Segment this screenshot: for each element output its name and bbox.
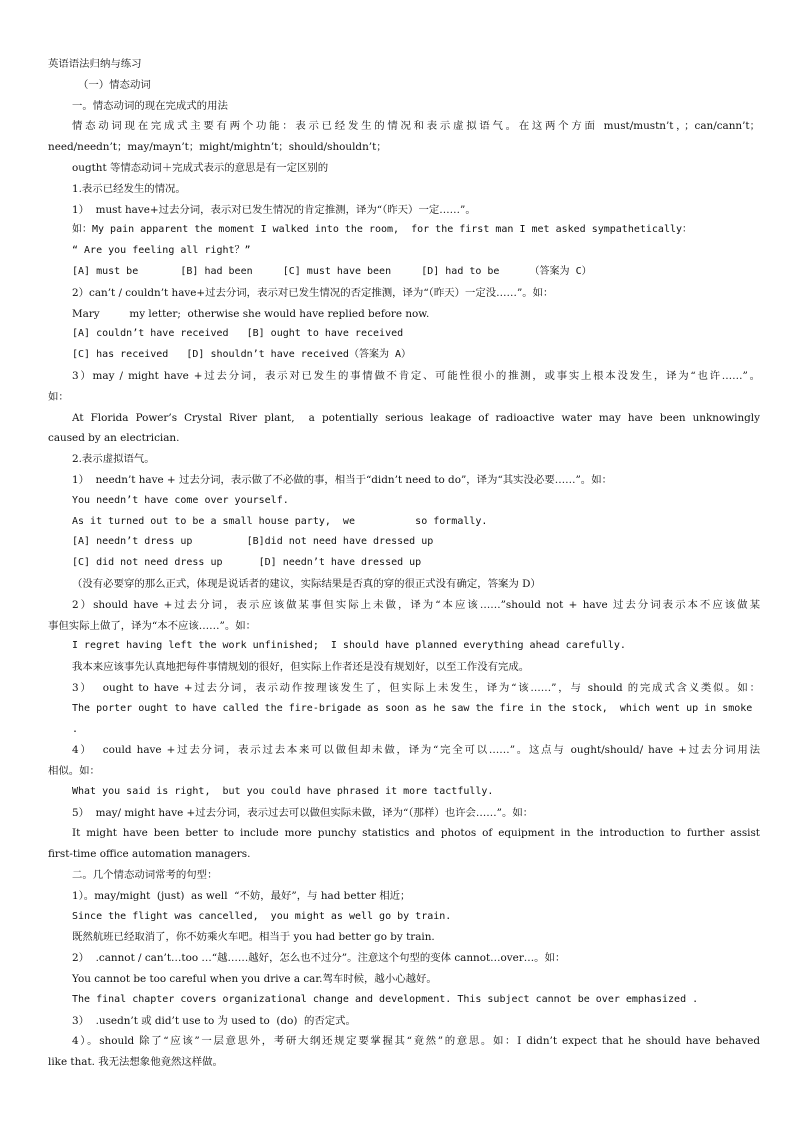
rule-item: 3）may / might have +过去分词，表示对已发生的事情做不肯定、可能性很小的推测，或事实上根本没发生，译为“也许……”。 xyxy=(72,369,760,382)
pattern-item: 3） .usedn’t 或 did’t use to 为 used to (do) 的否定式。 xyxy=(72,1014,356,1027)
rule-item: 4） could have +过去分词，表示过去本来可以做但却未做，译为“完全可以……”。这点与 ought/should/ have +过去分词用法 xyxy=(72,744,760,757)
example-line: 如：My pain apparent the moment I walked into the room, for the first man I met asked sympathetically： xyxy=(72,224,693,236)
part2-heading: 二。几个情态动词常考的句型： xyxy=(72,869,218,882)
example-line: At Florida Power’s Crystal River plant, a potentially serious leakage of radioactive water may have been unknowingly xyxy=(72,411,760,424)
pattern-item: 4）。should 除了“应该”一层意思外，考研大纲还规定要掌握其“竟然”的意思。如：I didn’t expect that he should have behaved xyxy=(72,1035,760,1048)
paragraph-line: 如： xyxy=(48,390,69,403)
pattern-item: 2） .cannot / can’t…too …“越……越好，怎么也不过分”。注意这个句型的变体 cannot…over…。如： xyxy=(72,952,566,965)
paragraph-line: like that. 我无法想象他竟然这样做。 xyxy=(48,1056,223,1069)
note-line: （没有必要穿的那么正式，体现是说话者的建议，实际结果是否真的穿的很正式没有确定，答案为 D） xyxy=(72,577,541,590)
paragraph-line: ougtht 等情态动词＋完成式表示的意思是有一定区别的 xyxy=(72,161,329,174)
options-line: [A] must be [B] had been [C] must have been [D] had to be （答案为 C） xyxy=(72,265,592,277)
example-line: What you said is right, but you could have phrased it more tactfully. xyxy=(72,785,494,797)
pattern-item: 1）。may/might (just) as well “不妨，最好”，与 had better 相近； xyxy=(72,889,411,902)
example-line: “ Are you feeling all right？” xyxy=(72,245,251,257)
rule-item: 1） needn’t have + 过去分词，表示做了不必做的事，相当于“didn’t need to do”，译为“其实没必要……”。如： xyxy=(72,473,612,486)
example-line: I regret having left the work unfinished; I should have planned everything ahead carefully. xyxy=(72,640,626,652)
translation-line: 我本来应该事先认真地把每件事情规划的很好，但实际上作者还是没有规划好，以至工作没有完成。 xyxy=(72,661,530,674)
example-line: caused by an electrician. xyxy=(48,432,180,445)
rule-item: 3） ought to have +过去分词，表示动作按理该发生了，但实际上未发生，译为“该……”，与 should 的完成式含义类似。如： xyxy=(72,681,760,694)
example-line: As it turned out to be a small house party, we so formally. xyxy=(72,515,488,527)
paragraph-line: 情态动词现在完成式主要有两个功能：表示已经发生的情况和表示虚拟语气。在这两个方面 must/mustn’t，；can/cann’t； xyxy=(72,120,760,133)
example-line: Since the flight was cancelled, you might as well go by train. xyxy=(72,910,452,922)
rule-item: 2）should have +过去分词，表示应该做某事但实际上未做，译为“本应该……”should not + have 过去分词表示本不应该做某 xyxy=(72,598,760,611)
options-line: [A] needn’t dress up [B]did not need have dressed up xyxy=(72,536,434,548)
part1-heading: 一。情态动词的现在完成式的用法 xyxy=(72,99,228,112)
example-line: You needn’t have come over yourself. xyxy=(72,494,289,506)
translation-line: 既然航班已经取消了，你不妨乘火车吧。相当于 you had better go by train. xyxy=(72,931,435,944)
subheading: 1.表示已经发生的情况。 xyxy=(72,182,186,195)
paragraph-line: 相似。如： xyxy=(48,765,100,778)
paragraph-line: need/needn’t；may/mayn’t；might/mightn’t；should/shouldn’t； xyxy=(48,141,387,154)
example-line: You cannot be too careful when you drive a car.驾车时候，越小心越好。 xyxy=(72,973,437,986)
rule-item: 2）can’t / couldn’t have+过去分词，表示对已发生情况的否定推测，译为“（昨天）一定没……”。如： xyxy=(72,286,554,299)
rule-item: 1） must have+过去分词，表示对已发生情况的肯定推测，译为“（昨天）一定……”。 xyxy=(72,203,476,216)
example-line: first-time office automation managers. xyxy=(48,848,251,861)
options-line: [A] couldn’t have received [B] ought to have received xyxy=(72,328,404,340)
example-line: The final chapter covers organizational change and development. This subject cannot be over emphasized . xyxy=(72,993,699,1005)
paragraph-line: 事但实际上做了，译为“本不应该……”。如： xyxy=(48,619,257,632)
example-line: Mary my letter; otherwise she would have replied before now. xyxy=(72,307,430,320)
example-line: It might have been better to include more punchy statistics and photos of equipment in the introduction to further assist xyxy=(72,827,760,840)
doc-title: 英语语法归纳与练习 xyxy=(48,58,142,70)
section-heading: （一）情态动词 xyxy=(78,78,151,91)
options-line: [C] has received [D] shouldn’t have received（答案为 A） xyxy=(72,349,411,361)
subheading: 2.表示虚拟语气。 xyxy=(72,453,155,466)
options-line: [C] did not need dress up [D] needn’t have dressed up xyxy=(72,557,422,569)
rule-item: 5） may/ might have +过去分词，表示过去可以做但实际未做，译为“（那样）也许会……”。如： xyxy=(72,806,534,819)
example-line: The porter ought to have called the fire-brigade as soon as he saw the fire in the stock, which went up in smoke . xyxy=(72,702,759,735)
document-page xyxy=(48,54,760,1073)
